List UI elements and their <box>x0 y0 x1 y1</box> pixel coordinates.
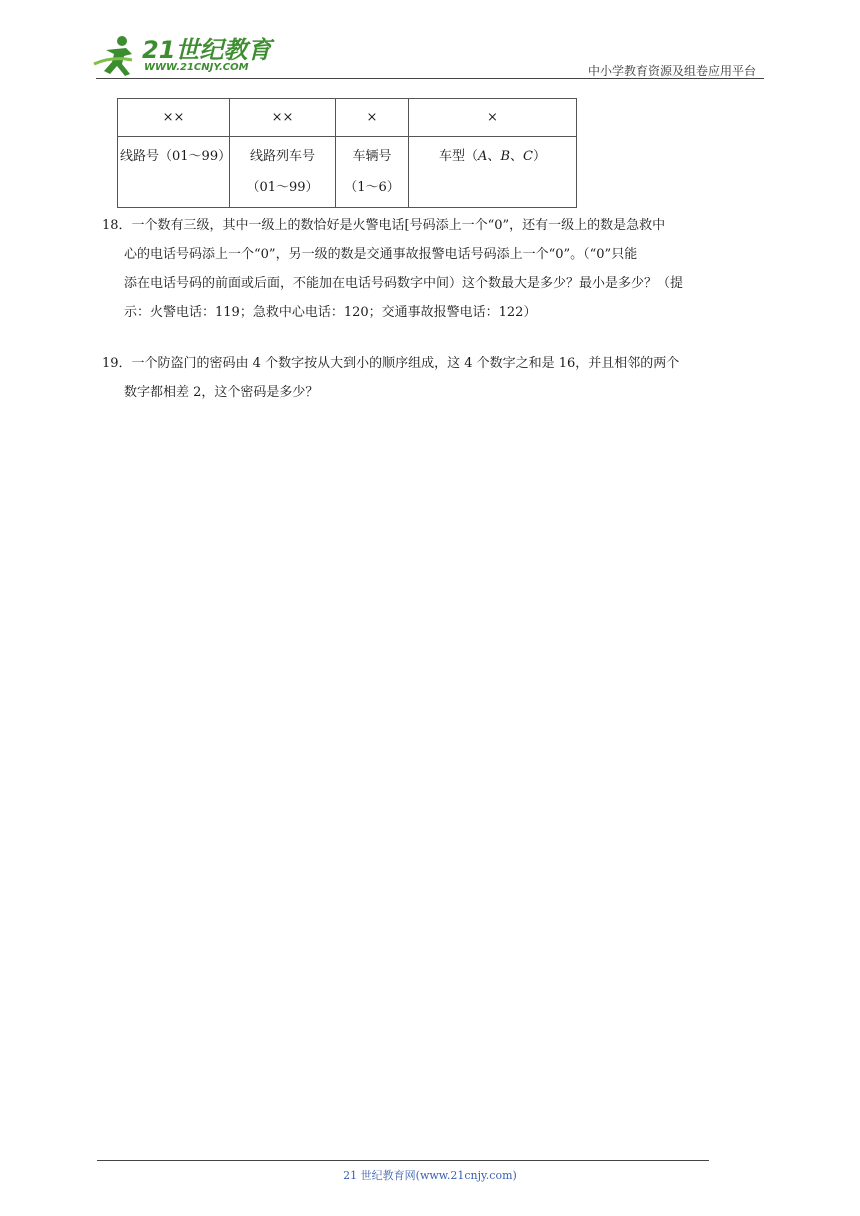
question-line: 示：火警电话：119；急救中心电话：120；交通事故报警电话：122） <box>124 305 537 320</box>
table-row <box>118 99 577 137</box>
type-b: B <box>500 149 510 164</box>
question-19 <box>102 349 766 407</box>
table-cell <box>230 137 336 208</box>
question-18 <box>102 211 766 327</box>
runner-logo-icon <box>92 34 142 78</box>
table-cell <box>118 137 230 208</box>
table-cell: ×× <box>118 99 230 137</box>
question-line: 心的电话号码添上一个“0”，另一级的数是交通事故报警电话号码添上一个“0”。（“0”只能 <box>124 247 638 262</box>
question-text: 一个防盗门的密码由 4 个数字按从大到小的顺序组成，这 4 个数字之和是 16，并且相邻的两个 <box>131 356 680 371</box>
question-text: 一个数有三级，其中一级上的数恰好是火警电话[号码添上一个“0”，还有一级上的数是急救中 <box>131 218 666 233</box>
question-line <box>102 349 766 378</box>
footer-divider <box>97 1160 709 1161</box>
footer-site-link[interactable]: 21 世纪教育网(www.21cnjy.com) <box>343 1169 517 1182</box>
header-divider <box>96 78 764 79</box>
type-a: A <box>478 149 488 164</box>
text-span: 、 <box>510 149 524 164</box>
cell-line: 线路号（01～99） <box>120 149 232 164</box>
text-span: ） <box>532 149 546 164</box>
cell-line: （01～99） <box>246 180 319 195</box>
cell-line: 车辆号 <box>352 149 392 164</box>
question-number: 19． <box>102 356 132 371</box>
table-row <box>118 137 577 208</box>
question-line <box>102 211 766 240</box>
table-cell: × <box>336 99 409 137</box>
question-line: 添在电话号码的前面或后面，不能加在电话号码数字中间）这个数最大是多少？最小是多少？（提 <box>124 276 684 291</box>
question-number: 18． <box>102 218 132 233</box>
text-span: 、 <box>487 149 501 164</box>
table-cell <box>336 137 409 208</box>
table-cell: ×× <box>230 99 336 137</box>
logo-brand-text: 21世纪教育 <box>142 36 272 64</box>
question-line: 数字都相差 2，这个密码是多少？ <box>124 385 319 400</box>
logo-url-text: WWW.21CNJY.COM <box>144 62 249 73</box>
platform-title: 中小学教育资源及组卷应用平台 <box>587 64 756 78</box>
cell-line: （1～6） <box>344 180 400 195</box>
text-span: 车型（ <box>439 149 479 164</box>
cell-line: 线路列车号 <box>249 149 315 164</box>
train-code-table <box>117 98 577 208</box>
table-cell <box>409 137 577 208</box>
site-logo <box>92 34 272 80</box>
type-c: C <box>523 149 533 164</box>
table-cell: × <box>409 99 577 137</box>
cell-line <box>409 141 576 172</box>
page-header <box>0 0 860 80</box>
